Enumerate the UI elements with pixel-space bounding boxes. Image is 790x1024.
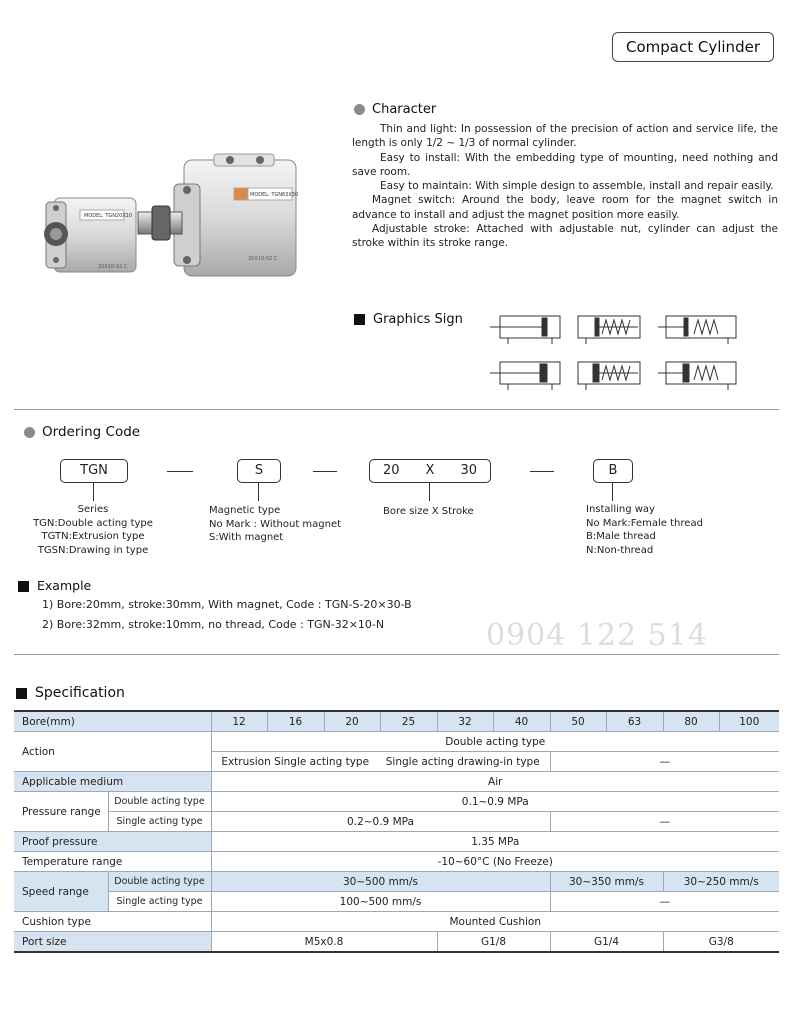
pressure-label: Pressure range	[14, 792, 108, 832]
graphics-symbols	[488, 308, 752, 394]
pressure-single-value: 0.2~0.9 MPa	[211, 812, 550, 832]
medium-label: Applicable medium	[14, 772, 211, 792]
character-heading: Character	[354, 102, 436, 117]
bullet-icon	[354, 104, 365, 115]
small-cylinder	[44, 198, 136, 272]
character-paragraph: Adjustable stroke: Attached with adjustable nut, cylinder can adjust the stroke within its stroke range.	[352, 223, 778, 250]
section-divider	[14, 409, 779, 410]
pressure-single-na: —	[550, 812, 779, 832]
proof-label: Proof pressure	[14, 832, 211, 852]
code-dash	[530, 471, 554, 472]
table-row	[14, 852, 779, 872]
proof-value: 1.35 MPa	[211, 832, 779, 852]
square-bullet-icon	[354, 314, 365, 325]
character-paragraph: Thin and light: In possession of the precision of action and service life, the length is only 1/2 ~ 1/3 of normal cylinder.	[352, 123, 778, 150]
character-paragraph: Easy to install: With the embedding type of mounting, need nothing and save room.	[352, 151, 778, 178]
symbol-double-acting-magnet	[490, 362, 560, 390]
graphics-heading: Graphics Sign	[354, 312, 463, 327]
connector-line	[612, 483, 613, 501]
symbol-single-extrusion-magnet	[578, 362, 640, 390]
port-label: Port size	[14, 932, 211, 953]
series-legend: Series TGN:Double acting type TGTN:Extrusion type TGSN:Drawing in type	[33, 504, 153, 556]
speed-label: Speed range	[14, 872, 108, 912]
speed-single-na: —	[550, 892, 779, 912]
phone-watermark: 0904 122 514	[486, 618, 708, 653]
table-row	[14, 711, 779, 732]
bore-value: 25	[380, 711, 437, 732]
table-row	[14, 732, 779, 752]
bore-value: 100	[719, 711, 779, 732]
code-x: X	[425, 463, 435, 478]
bore-value: 20	[324, 711, 380, 732]
section-divider	[14, 654, 779, 655]
bore-value: 63	[606, 711, 663, 732]
product-image	[34, 150, 304, 290]
port-value: G1/4	[550, 932, 663, 953]
table-row	[14, 772, 779, 792]
small-model-text: MODEL: TGN20X10	[84, 213, 133, 219]
speed-single-label: Single acting type	[108, 892, 211, 912]
bore-legend: Bore size X Stroke	[383, 506, 474, 517]
cushion-value: Mounted Cushion	[211, 912, 779, 932]
temp-label: Temperature range	[14, 852, 211, 872]
table-row	[14, 932, 779, 953]
speed-double-value: 30~350 mm/s	[550, 872, 663, 892]
port-value: G1/8	[437, 932, 550, 953]
connector-line	[258, 483, 259, 501]
code-box-thread: B	[593, 459, 633, 483]
square-bullet-icon	[18, 581, 29, 592]
bore-value: 80	[663, 711, 719, 732]
table-row	[14, 872, 779, 892]
action-double: Double acting type	[211, 732, 779, 752]
bullet-icon	[24, 427, 35, 438]
bore-value: 40	[493, 711, 550, 732]
table-row	[14, 912, 779, 932]
table-row	[14, 812, 779, 832]
port-value: G3/8	[663, 932, 779, 953]
pressure-double-label: Double acting type	[108, 792, 211, 812]
character-text	[352, 122, 778, 251]
connector-line	[429, 483, 430, 501]
symbol-single-extrusion	[578, 316, 640, 344]
code-dash	[167, 471, 193, 472]
speed-double-value: 30~250 mm/s	[663, 872, 779, 892]
action-single-na: —	[550, 752, 779, 772]
example-item: 1) Bore:20mm, stroke:30mm, With magnet, Code : TGN-S-20×30-B	[42, 598, 412, 611]
speed-single-value: 100~500 mm/s	[211, 892, 550, 912]
bore-value: 50	[550, 711, 606, 732]
square-bullet-icon	[16, 688, 27, 699]
symbol-double-acting	[490, 316, 560, 344]
action-label: Action	[14, 732, 211, 772]
code-box-series: TGN	[60, 459, 128, 483]
cushion-label: Cushion type	[14, 912, 211, 932]
large-cylinder	[138, 154, 298, 276]
magnet-legend: Magnetic type No Mark : Without magnet S:With magnet	[209, 505, 342, 543]
table-row	[14, 892, 779, 912]
ordering-heading: Ordering Code	[24, 424, 140, 440]
action-single-types: Extrusion Single acting type Single acting drawing-in type	[211, 752, 550, 772]
temp-value: -10~60°C (No Freeze)	[211, 852, 779, 872]
large-code-text: 20X10-S2 C	[248, 256, 278, 262]
connector-line	[93, 483, 94, 501]
code-box-magnet: S	[237, 459, 281, 483]
page-title: Compact Cylinder	[612, 32, 774, 62]
code-bore: 20	[383, 463, 400, 478]
port-value: M5x0.8	[211, 932, 437, 953]
bore-value: 16	[267, 711, 324, 732]
large-model-text: MODEL: TGN63X30	[250, 192, 299, 198]
character-paragraph: Easy to maintain: With simple design to assemble, install and repair easily.	[380, 180, 774, 193]
table-row	[14, 832, 779, 852]
pressure-single-label: Single acting type	[108, 812, 211, 832]
bore-value: 12	[211, 711, 267, 732]
speed-double-value: 30~500 mm/s	[211, 872, 550, 892]
character-paragraph: Magnet switch: Around the body, leave room for the magnet switch in advance to install and adjust the magnet position more easily.	[352, 194, 778, 221]
bore-label: Bore(mm)	[14, 711, 211, 732]
medium-value: Air	[211, 772, 779, 792]
pressure-double-value: 0.1~0.9 MPa	[211, 792, 779, 812]
example-heading: Example	[18, 578, 91, 593]
code-box-bore-stroke	[369, 459, 491, 483]
small-code-text: 20X10-S2 C	[98, 264, 128, 270]
spec-heading: Specification	[16, 685, 125, 701]
speed-double-label: Double acting type	[108, 872, 211, 892]
table-row	[14, 792, 779, 812]
code-stroke: 30	[460, 463, 477, 478]
symbol-single-drawing-magnet	[658, 362, 736, 390]
example-item: 2) Bore:32mm, stroke:10mm, no thread, Code : TGN-32×10-N	[42, 618, 385, 631]
bore-value: 32	[437, 711, 493, 732]
spec-table	[14, 710, 779, 953]
thread-legend: Installing way No Mark:Female thread B:Male thread N:Non-thread	[586, 504, 703, 556]
symbol-single-drawing	[658, 316, 736, 344]
code-dash	[313, 471, 337, 472]
